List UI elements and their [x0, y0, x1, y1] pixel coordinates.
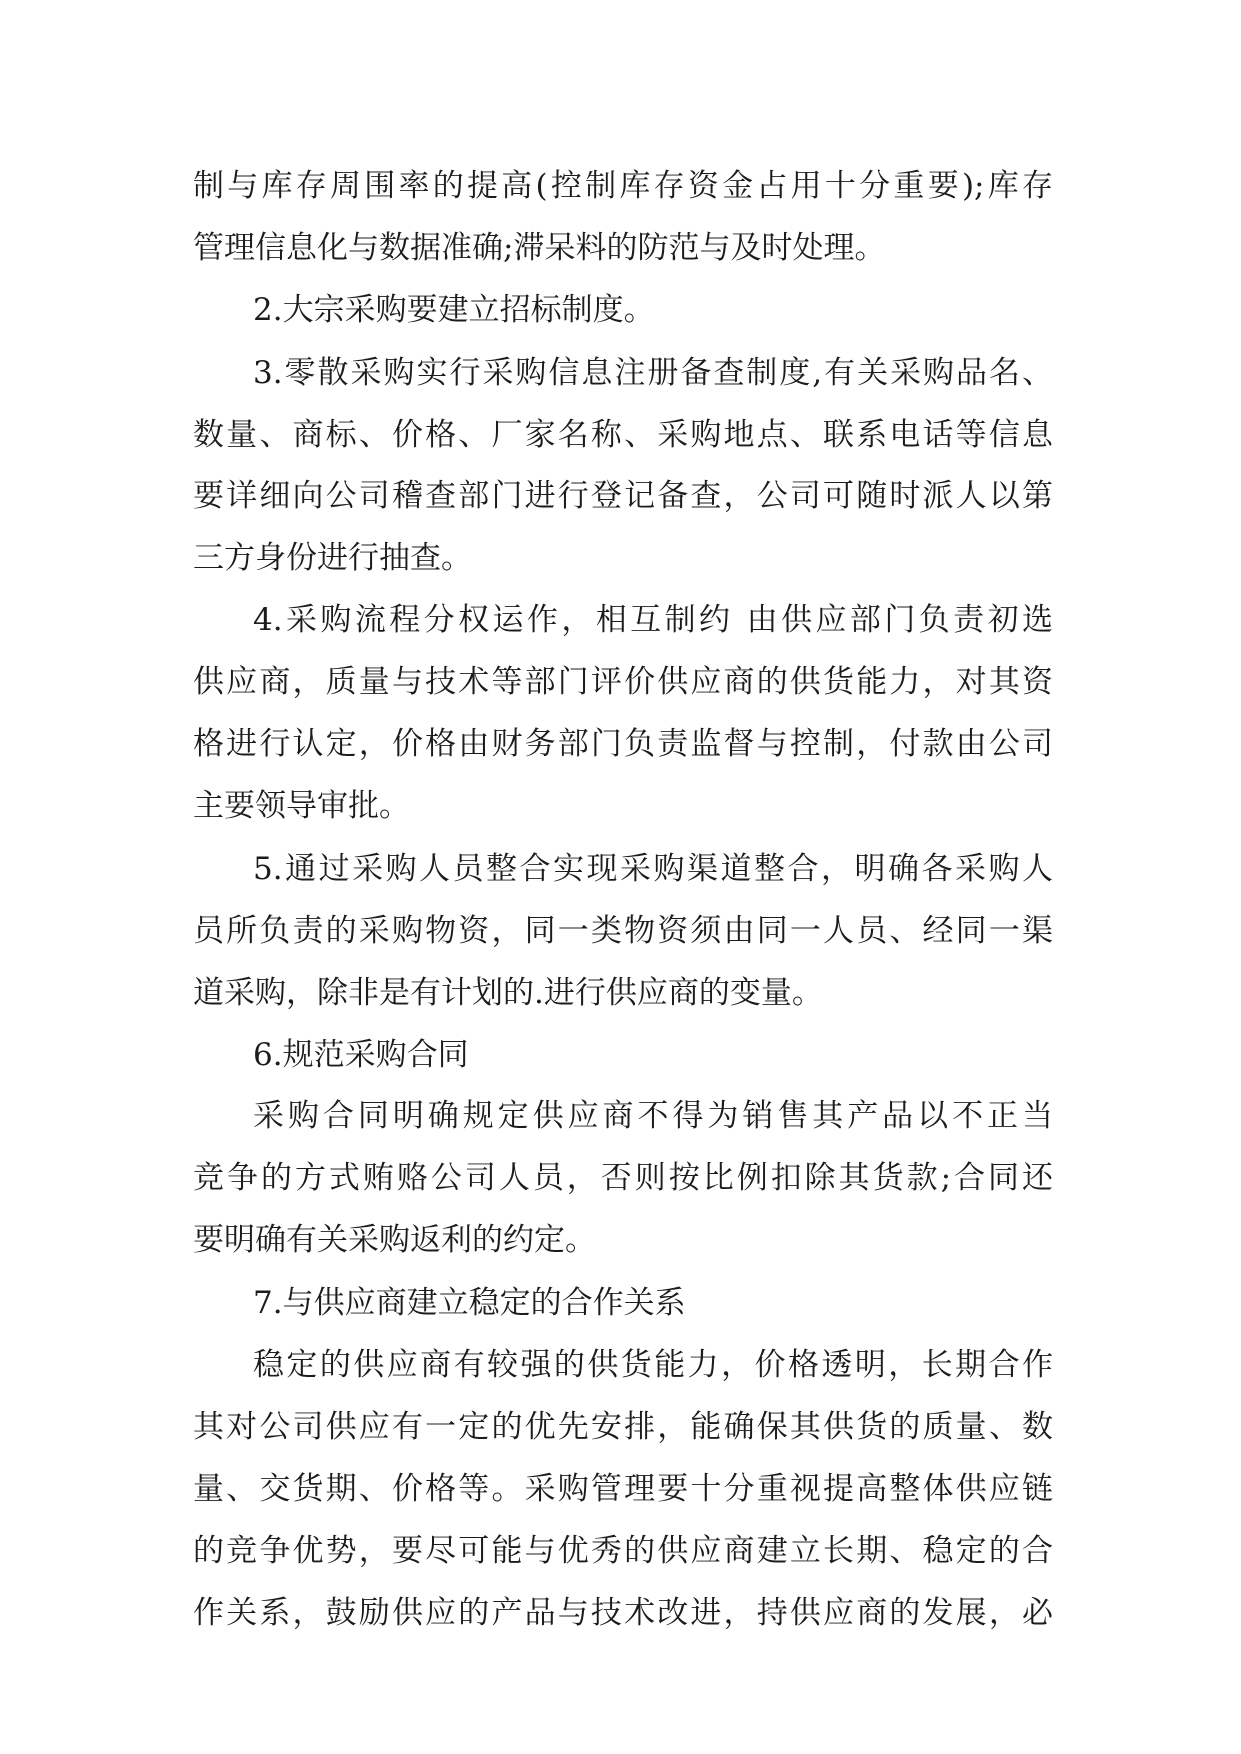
text-line: 5.通过采购人员整合实现采购渠道整合，明确各采购人	[253, 851, 1053, 887]
text-line: 主要领导审批。	[193, 788, 410, 824]
text-line: 格进行认定，价格由财务部门负责监督与控制，付款由公司	[193, 726, 1053, 762]
text-line: 稳定的供应商有较强的供货能力，价格透明，长期合作	[253, 1347, 1053, 1383]
text-line: 数量、商标、价格、厂家名称、采购地点、联系电话等信息	[193, 417, 1053, 453]
text-line: 采购合同明确规定供应商不得为销售其产品以不正当	[253, 1098, 1053, 1134]
text-line: 道采购，除非是有计划的.进行供应商的变量。	[193, 975, 823, 1011]
text-line: 3.零散采购实行采购信息注册备查制度,有关采购品名、	[253, 355, 1053, 391]
text-line: 管理信息化与数据准确;滞呆料的防范与及时处理。	[193, 230, 886, 266]
text-line: 4.采购流程分权运作，相互制约 由供应部门负责初选	[253, 602, 1053, 638]
text-line: 2.大宗采购要建立招标制度。	[253, 292, 655, 328]
text-line: 要详细向公司稽查部门进行登记备查，公司可随时派人以第	[193, 478, 1053, 514]
text-line: 6.规范采购合同	[253, 1037, 469, 1073]
text-line: 的竞争优势，要尽可能与优秀的供应商建立长期、稳定的合	[193, 1533, 1053, 1569]
text-line: 7.与供应商建立稳定的合作关系	[253, 1285, 686, 1321]
text-line: 要明确有关采购返利的约定。	[193, 1222, 596, 1258]
text-line: 竞争的方式贿赂公司人员，否则按比例扣除其货款;合同还	[193, 1160, 1053, 1196]
text-line: 其对公司供应有一定的优先安排，能确保其供货的质量、数	[193, 1409, 1053, 1445]
text-line: 供应商，质量与技术等部门评价供应商的供货能力，对其资	[193, 664, 1053, 700]
text-line: 作关系，鼓励供应的产品与技术改进，持供应商的发展，必	[193, 1595, 1053, 1631]
text-line: 制与库存周围率的提高(控制库存资金占用十分重要);库存	[193, 168, 1053, 204]
text-line: 量、交货期、价格等。采购管理要十分重视提高整体供应链	[193, 1471, 1053, 1507]
text-line: 三方身份进行抽查。	[193, 540, 472, 576]
text-line: 员所负责的采购物资，同一类物资须由同一人员、经同一渠	[193, 913, 1053, 949]
